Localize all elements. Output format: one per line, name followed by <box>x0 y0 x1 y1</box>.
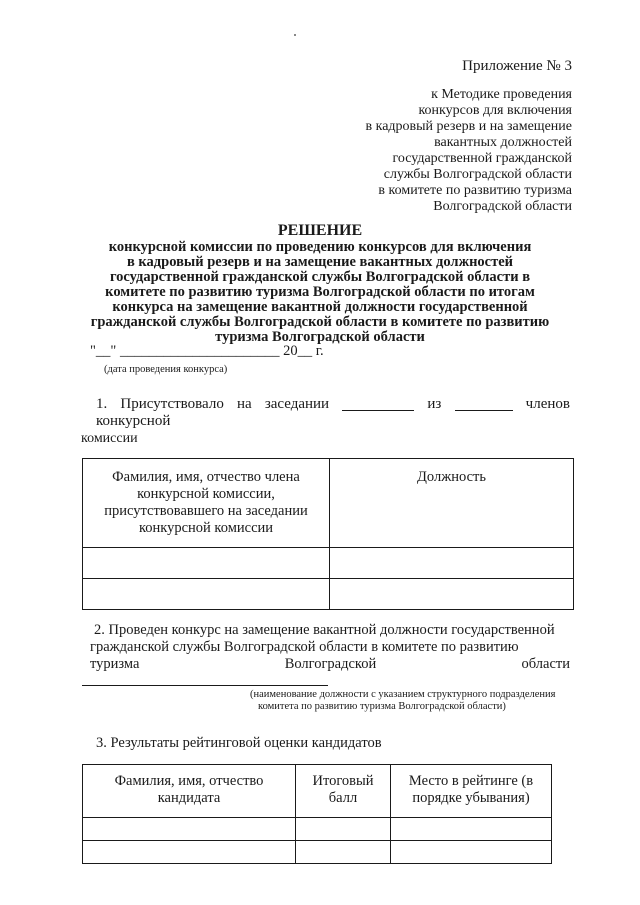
section-attendance <box>81 396 570 447</box>
document-title: РЕШЕНИЕ <box>277 222 363 239</box>
attendance-word: Присутствовало <box>120 396 224 412</box>
competition-line <box>90 656 570 673</box>
appendix-line: государственной гражданской <box>392 151 572 166</box>
table-row <box>83 841 552 864</box>
subtitle-line: конкурса на замещение вакантной должности государственной <box>112 299 528 315</box>
header-final-score: Итоговый балл <box>296 765 391 818</box>
attendance-line-2: конкурсной <box>96 413 171 429</box>
date-field: "__" ______________________ 20__ г. <box>90 343 324 359</box>
table-cell <box>296 841 391 864</box>
table-cell <box>83 579 330 610</box>
table-cell <box>391 841 552 864</box>
attendance-word: заседании <box>264 396 330 412</box>
table-cell <box>330 579 574 610</box>
table-cell <box>330 548 574 579</box>
table-cell <box>83 548 330 579</box>
table-header-row <box>83 459 574 548</box>
appendix-line: в кадровый резерв и на замещение <box>365 119 572 134</box>
subtitle-line: гражданской службы Волгоградской области в комитете по развитию <box>90 314 550 330</box>
appendix-line: Волгоградской области <box>433 199 572 214</box>
subtitle-line: комитете по развитию туризма Волгоградской области по итогам <box>105 284 535 300</box>
position-caption-line: (наименование должности с указанием структурного подразделения <box>250 689 556 700</box>
table-cell <box>83 818 296 841</box>
header-rating-place: Место в рейтинге (в порядке убывания) <box>391 765 552 818</box>
attendance-word: 1. <box>96 396 108 412</box>
header-member-name: Фамилия, имя, отчество члена конкурсной комиссии, присутствовавшего на заседании конкурсной комиссии <box>83 459 330 548</box>
competition-word: туризма <box>90 656 140 672</box>
appendix-title: Приложение № 3 <box>462 58 572 74</box>
subtitle-line: конкурсной комиссии по проведению конкурсов для включения <box>108 239 532 255</box>
date-caption: (дата проведения конкурса) <box>104 364 228 375</box>
table-cell <box>83 841 296 864</box>
header-position: Должность <box>330 459 574 548</box>
table-header-row <box>83 765 552 818</box>
subtitle-line: в кадровый резерв и на замещение вакантных должностей <box>126 254 514 270</box>
competition-word: Волгоградской <box>284 656 377 672</box>
appendix-reference <box>366 87 573 215</box>
total-count-blank <box>455 396 513 411</box>
attendance-word: из <box>427 396 442 412</box>
header-candidate-name: Фамилия, имя, отчество кандидата <box>83 765 296 818</box>
subtitle-line: туризма Волгоградской области <box>215 329 425 345</box>
appendix-line: службы Волгоградской области <box>383 167 572 182</box>
present-count-blank <box>342 396 414 411</box>
table-row <box>83 579 574 610</box>
competition-line: 2. Проведен конкурс на замещение вакантной должности государственной <box>94 622 555 638</box>
table-cell <box>391 818 552 841</box>
appendix-line: к Методике проведения <box>431 87 572 102</box>
table-row <box>83 818 552 841</box>
attendance-line <box>96 396 570 413</box>
table-row <box>83 548 574 579</box>
attendance-word: на <box>236 396 252 412</box>
document-subtitle <box>90 240 550 345</box>
competition-line: гражданской службы Волгоградской области в комитете по развитию <box>90 639 519 655</box>
section-competition <box>90 622 570 673</box>
appendix-line: вакантных должностей <box>434 135 572 150</box>
scan-speck <box>294 34 296 36</box>
competition-word: области <box>521 656 570 672</box>
section-results-title: 3. Результаты рейтинговой оценки кандидатов <box>96 735 382 751</box>
document-heading <box>90 222 550 345</box>
position-caption <box>250 689 555 713</box>
members-table <box>82 458 574 610</box>
position-name-blank <box>82 685 328 686</box>
position-caption-line: комитета по развитию туризма Волгоградской области) <box>258 701 506 712</box>
subtitle-line: государственной гражданской службы Волгоградской области в <box>109 269 531 285</box>
appendix-line: конкурсов для включения <box>418 103 572 118</box>
table-cell <box>296 818 391 841</box>
appendix-line: в комитете по развитию туризма <box>378 183 572 198</box>
attendance-line-3: комиссии <box>81 431 138 446</box>
attendance-word: членов <box>525 396 570 412</box>
results-table <box>82 764 552 864</box>
